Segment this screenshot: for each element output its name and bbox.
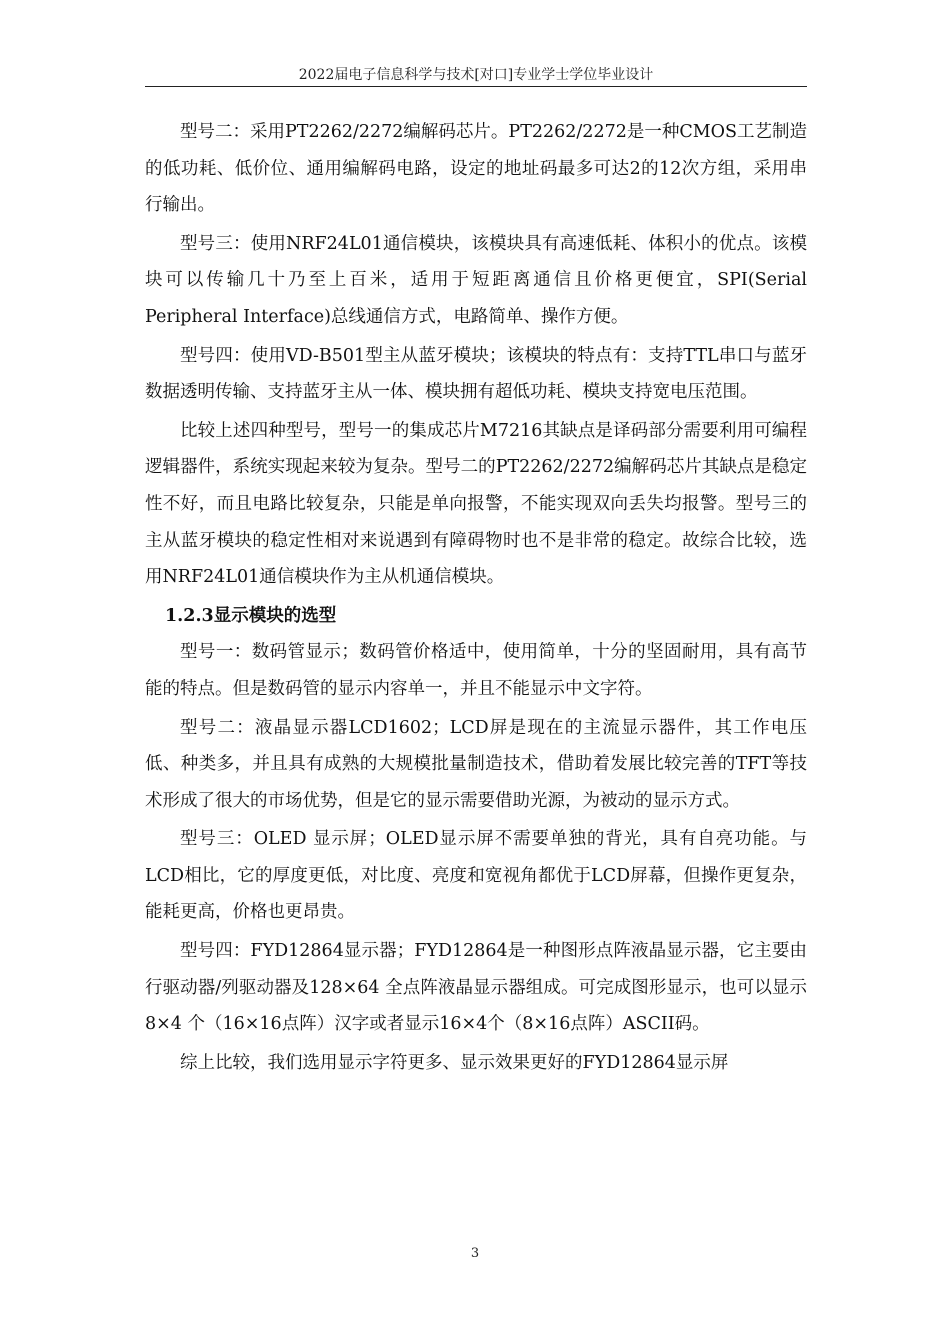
page-header-title: 2022届电子信息科学与技术[对口]专业学士学位毕业设计 [298, 67, 654, 83]
paragraph-display-model-three: 型号三：OLED 显示屏；OLED显示屏不需要单独的背光，具有自亮功能。与LCD相比，它的厚度更低，对比度、亮度和宽视角都优于LCD屏幕，但操作更复杂，能耗更高，价格也更昂贵。 [145, 829, 807, 923]
paragraph-model-three-comm: 型号三：使用NRF24L01通信模块，该模块具有高速低耗、体积小的优点。该模块可以传输几十乃至上百米，适用于短距离通信且价格更便宜，SPI(Serial Peripheral Interface)总线通信方式，电路简单、操作方便。 [145, 233, 807, 327]
paragraph-comm-comparison: 比较上述四种型号，型号一的集成芯片M7216其缺点是译码部分需要利用可编程逻辑器件，系统实现起来较为复杂。型号二的PT2262/2272编解码芯片其缺点是稳定性不好，而且电路比较复杂，只能是单向报警，不能实现双向丢失均报警。型号三的主从蓝牙模块的稳定性相对来说遇到有障碍物时也不是非常的稳定。故综合比较，选用NRF24L01通信模块作为主从机通信模块。 [145, 420, 807, 588]
document-body [145, 114, 807, 1083]
paragraph-display-model-four: 型号四：FYD12864显示器；FYD12864是一种图形点阵液晶显示器，它主要由行驱动器/列驱动器及128×64 全点阵液晶显示器组成。可完成图形显示，也可以显示8×4 个（16×16点阵）汉字或者显示16×4个（8×16点阵）ASCII码。 [145, 941, 807, 1035]
paragraph-model-two-comm: 型号二：采用PT2262/2272编解码芯片。PT2262/2272是一种CMOS工艺制造的低功耗、低价位、通用编解码电路，设定的地址码最多可达2的12次方组，采用串行输出。 [145, 122, 807, 216]
paragraph-display-model-one: 型号一：数码管显示；数码管价格适中，使用简单，十分的坚固耐用，具有高节能的特点。但是数码管的显示内容单一，并且不能显示中文字符。 [145, 642, 807, 699]
paragraph-model-four-comm: 型号四：使用VD-B501型主从蓝牙模块；该模块的特点有：支持TTL串口与蓝牙数据透明传输、支持蓝牙主从一体、模块拥有超低功耗、模块支持宽电压范围。 [145, 345, 807, 403]
page-number: 3 [470, 1246, 480, 1261]
paragraph-display-conclusion: 综上比较，我们选用显示字符更多、显示效果更好的FYD12864显示屏 [180, 1052, 729, 1073]
section-heading: 1.2.3显示模块的选型 [165, 605, 337, 626]
paragraph-display-model-two: 型号二：液晶显示器LCD1602；LCD屏是现在的主流显示器件，其工作电压低、种类多，并且具有成熟的大规模批量制造技术，借助着发展比较完善的TFT等技术形成了很大的市场优势，但是它的显示需要借助光源，为被动的显示方式。 [145, 717, 808, 811]
header-divider [145, 86, 807, 87]
